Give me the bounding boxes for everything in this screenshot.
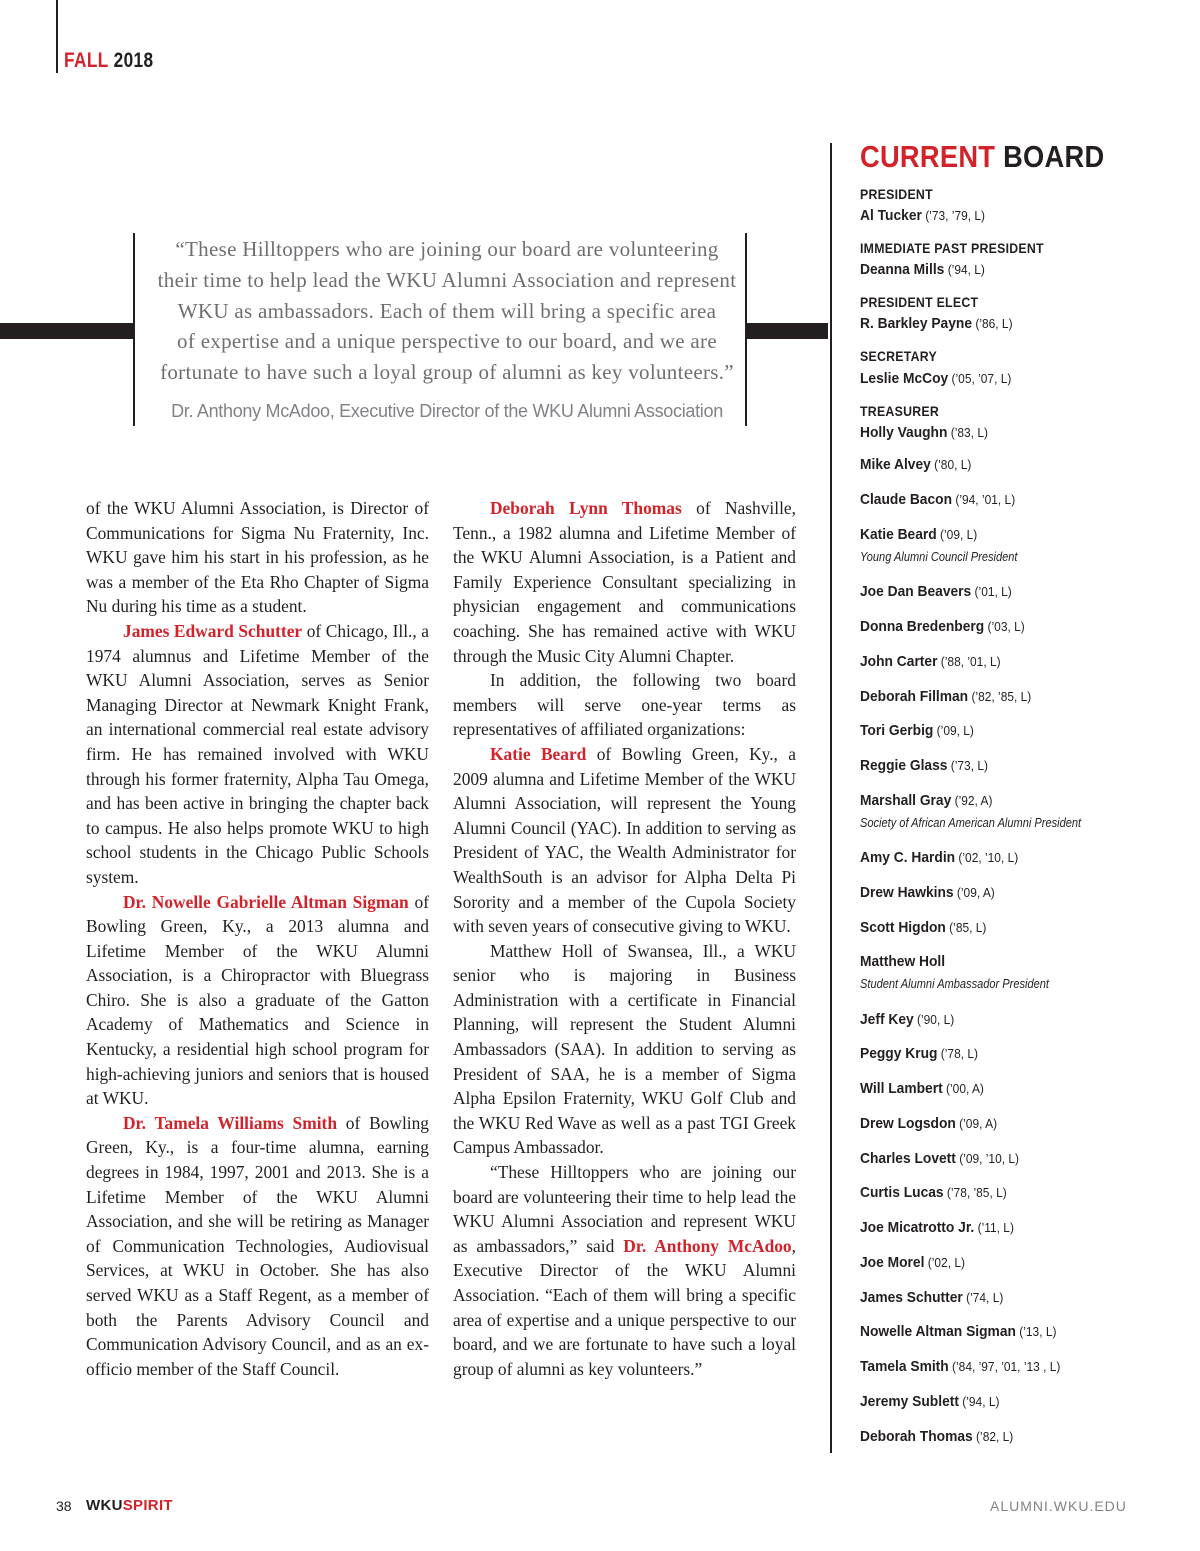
paragraph-text: of Chicago, Ill., a 1974 alumnus and Lifetime Member of the WKU Alumni Association, serves as Senior Managing Director at Newmark Knight Frank, an international commercial real estate advisory firm. He has remained involved with WKU through his former fraternity, Alpha Tau Omega, and has been active in bringing the chapter back to campus. He also helps promote WKU to high school students in the Chicago Public Schools system.: [86, 620, 429, 887]
board-member: [860, 722, 974, 739]
member-name: Tori Gerbig: [860, 722, 934, 739]
article-column-2: [453, 496, 796, 1381]
member-name: Matthew Holl: [860, 953, 946, 970]
officer-role: TREASURER: [860, 403, 940, 419]
article-paragraph: [86, 1111, 429, 1382]
quote-rule-left: [133, 233, 135, 426]
board-member: [860, 653, 1001, 670]
member-years: (’90, L): [913, 1012, 955, 1027]
board-member: [860, 456, 971, 473]
board-member: [860, 1358, 1060, 1375]
member-years: (’03, L): [984, 619, 1025, 634]
officer-years: (’83, L): [947, 425, 988, 440]
member-years: (’73, L): [947, 758, 988, 773]
article-paragraph: [86, 890, 429, 1111]
article-column-1: [86, 496, 429, 1381]
member-name: Claude Bacon: [860, 491, 953, 508]
member-name: Peggy Krug: [860, 1045, 938, 1062]
board-member: [860, 884, 995, 901]
paragraph-text: of Bowling Green, Ky., a 2009 alumna and Lifetime Member of the WKU Alumni Association, will represent the Young Alumni Council (YAC). In addition to serving as President of YAC, the Wealth Administrator for WealthSouth is an advisor for Alpha Delta Pi Sorority and a member of the Cupola Society with seven years of consecutive giving to WKU.: [453, 743, 796, 937]
board-member: [860, 757, 988, 774]
member-name: Donna Bredenberg: [860, 618, 985, 635]
member-years: (’78, ’85, L): [943, 1185, 1007, 1200]
officer-role: SECRETARY: [860, 348, 937, 364]
member-name: Tamela Smith: [860, 1358, 949, 1375]
officer-entry: [860, 261, 985, 278]
board-member: [860, 792, 992, 809]
board-member: [860, 1323, 1056, 1340]
paragraph-text: , Executive Director of the WKU Alumni Association. “Each of them will bring a specific area of expertise and a unique perspective to our board, and we are fortunate to have such a loyal group of alumni as key volunteers.”: [453, 1235, 796, 1379]
officer-entry: [860, 315, 1013, 332]
paragraph-text: of Bowling Green, Ky., a 2013 alumna and Lifetime Member of the WKU Alumni Association, is a Chiropractor with Bluegrass Chiro. She is also a graduate of the Gatton Academy of Mathematics and Science in Kentucky, a residential high school program for high-achieving juniors and seniors that is housed at WKU.: [86, 891, 429, 1109]
member-years: (’09, ’10, L): [955, 1151, 1020, 1166]
paragraph-text: of Bowling Green, Ky., is a four-time alumna, earning degrees in 1984, 1997, 2001 and 2013. She is a Lifetime Member of the WKU Alumni Association, and she will be retiring as Manager of Communication Technologies, Audiovisual Services, at WKU in October. She has also served WKU as a Staff Regent, as a member of both the Parents Advisory Council and Communication Advisory Council, and as an ex-officio member of the Staff Council.: [86, 1112, 429, 1379]
member-years: (’11, L): [974, 1220, 1014, 1235]
issue-season: FALL: [64, 49, 109, 72]
board-member: [860, 1011, 954, 1028]
member-years: (’02, ’10, L): [955, 850, 1019, 865]
article-paragraph: In addition, the following two board members will serve one-year terms as representatives of affiliated organizations:: [453, 670, 796, 740]
officer-name: R. Barkley Payne: [860, 315, 973, 332]
member-years: (’88, ’01, L): [937, 654, 1001, 669]
person-name: Dr. Tamela Williams Smith: [123, 1112, 338, 1133]
member-years: (’02, L): [924, 1255, 965, 1270]
member-years: (’94, L): [958, 1394, 1000, 1409]
person-name: James Edward Schutter: [123, 620, 303, 641]
sidebar-rule: [830, 143, 832, 1453]
member-name: Scott Higdon: [860, 919, 946, 936]
member-name: Joe Morel: [860, 1254, 925, 1271]
member-name: Joe Micatrotto Jr.: [860, 1219, 975, 1236]
member-note: Society of African American Alumni President: [860, 815, 1082, 830]
pull-quote-line: of expertise and a unique perspective to our board, and we are: [177, 329, 717, 354]
member-name: Drew Hawkins: [860, 884, 954, 901]
officer-name: Al Tucker: [860, 207, 922, 224]
member-years: (’74, L): [962, 1290, 1004, 1305]
person-name: Katie Beard: [490, 743, 587, 764]
pull-quote: [150, 234, 744, 388]
officer-years: (’05, ’07, L): [948, 371, 1012, 386]
board-title: [860, 139, 1104, 175]
board-member: [860, 849, 1018, 866]
officer-entry: [860, 370, 1011, 387]
member-name: Amy C. Hardin: [860, 849, 956, 866]
member-name: Deborah Thomas: [860, 1428, 973, 1445]
member-years: (’85, L): [945, 920, 987, 935]
board-member: [860, 1150, 1019, 1167]
board-member: [860, 1289, 1003, 1306]
site-url: ALUMNI.WKU.EDU: [990, 1498, 1127, 1514]
member-name: Mike Alvey: [860, 456, 931, 473]
officer-role: PRESIDENT: [860, 186, 933, 202]
member-years: (’09, A): [955, 1116, 998, 1131]
board-member: [860, 1184, 1007, 1201]
page-number: 38: [56, 1498, 72, 1514]
officer-years: (’86, L): [972, 316, 1013, 331]
pull-quote-line: fortunate to have such a loyal group of alumni as key volunteers.”: [160, 360, 734, 385]
member-name: James Schutter: [860, 1289, 963, 1306]
pull-quote-line: “These Hilltoppers who are joining our board are volunteering: [175, 237, 719, 261]
board-member: [860, 618, 1025, 635]
officer-name: Deanna Mills: [860, 261, 945, 278]
board-member: [860, 1428, 1013, 1445]
person-name: Dr. Nowelle Gabrielle Altman Sigman: [123, 891, 409, 912]
officer-name: Leslie McCoy: [860, 370, 949, 387]
board-member: [860, 919, 986, 936]
article-paragraph: [453, 1160, 796, 1381]
board-member: [860, 1115, 997, 1132]
officer-name: Holly Vaughn: [860, 424, 948, 441]
officer-role: IMMEDIATE PAST PRESIDENT: [860, 240, 1044, 256]
member-years: (’82, L): [972, 1429, 1014, 1444]
issue-label: [64, 49, 154, 73]
magazine-name-wku: WKU: [86, 1497, 123, 1514]
member-name: Deborah Fillman: [860, 688, 969, 705]
quote-bar-left: [0, 323, 135, 339]
person-name: Dr. Anthony McAdoo: [623, 1235, 792, 1256]
board-member: [860, 1045, 978, 1062]
member-name: Marshall Gray: [860, 792, 952, 809]
paragraph-text: of Nashville, Tenn., a 1982 alumna and Lifetime Member of the WKU Alumni Association, is a Patient and Family Experience Consultant specializing in physician engagement and communications coaching. She has remained active with WKU through the Music City Alumni Chapter.: [453, 498, 796, 666]
article-paragraph: [453, 496, 796, 668]
member-years: (’84, ’97, ’01, ’13 , L): [948, 1359, 1061, 1374]
board-member: [860, 583, 1012, 600]
person-name: Deborah Lynn Thomas: [490, 498, 682, 518]
board-member: [860, 1219, 1014, 1236]
article-paragraph: [453, 742, 796, 939]
officer-role: PRESIDENT ELECT: [860, 294, 979, 310]
paragraph-text: “These Hilltoppers who are joining our board are volunteering their time to help lead the WKU Alumni Association and represent WKU as ambassadors,” said: [453, 1162, 796, 1256]
board-member: [860, 491, 1015, 508]
board-member: [860, 1254, 965, 1271]
member-years: (’92, A): [951, 793, 993, 808]
member-years: (’01, L): [971, 584, 1012, 599]
member-years: (’09, L): [933, 723, 974, 738]
member-years: (’80, L): [930, 457, 972, 472]
member-note: Young Alumni Council President: [860, 549, 1018, 564]
member-name: Reggie Glass: [860, 757, 948, 774]
board-title-black: BOARD: [1003, 139, 1105, 174]
magazine-name: [86, 1497, 173, 1514]
header-rule: [56, 0, 58, 73]
officer-entry: [860, 207, 985, 224]
member-years: (’78, L): [937, 1046, 979, 1061]
board-member: [860, 526, 977, 543]
article-paragraph: Matthew Holl of Swansea, Ill., a WKU senior who is majoring in Business Administration with a certificate in Financial Planning, will represent the Student Alumni Ambassadors (SAA). In addition to serving as President of SAA, he is a member of Sigma Alpha Epsilon Fraternity, WKU Golf Club and the WKU Red Wave as well as a past TGI Greek Campus Ambassador.: [453, 940, 796, 1158]
member-name: Will Lambert: [860, 1080, 943, 1097]
member-name: Katie Beard: [860, 526, 937, 543]
member-note: Student Alumni Ambassador President: [860, 976, 1049, 991]
magazine-name-spirit: SPIRIT: [122, 1497, 173, 1514]
member-name: Joe Dan Beavers: [860, 583, 972, 600]
member-years: (’94, ’01, L): [952, 492, 1016, 507]
member-years: (’00, A): [942, 1081, 984, 1096]
board-member: [860, 953, 945, 970]
quote-bar-right: [746, 323, 828, 339]
member-years: (’13, L): [1015, 1324, 1057, 1339]
member-name: Jeff Key: [860, 1011, 914, 1028]
article-paragraph: of the WKU Alumni Association, is Director of Communications for Sigma Nu Fraternity, Inc. WKU gave him his start in his profession, as he was a member of the Eta Rho Chapter of Sigma Nu during his time as a student.: [86, 498, 429, 617]
pull-quote-line: their time to help lead the WKU Alumni Association and represent: [157, 267, 737, 292]
board-member: [860, 1080, 984, 1097]
member-name: Drew Logsdon: [860, 1115, 956, 1132]
officer-years: (’94, L): [944, 262, 985, 277]
article-paragraph: [86, 619, 429, 890]
member-name: Curtis Lucas: [860, 1184, 944, 1201]
pull-quote-attribution: Dr. Anthony McAdoo, Executive Director of the WKU Alumni Association: [171, 401, 723, 421]
issue-year: 2018: [113, 49, 154, 72]
member-years: (’09, L): [936, 527, 978, 542]
member-name: Charles Lovett: [860, 1150, 956, 1167]
pull-quote-line: WKU as ambassadors. Each of them will bring a specific area: [177, 298, 717, 323]
officer-entry: [860, 424, 988, 441]
member-name: Jeremy Sublett: [860, 1393, 959, 1410]
member-name: John Carter: [860, 653, 938, 670]
board-member: [860, 688, 1031, 705]
board-title-red: CURRENT: [860, 139, 996, 174]
member-years: (’09, A): [953, 885, 995, 900]
board-member: [860, 1393, 999, 1410]
officer-years: (’73, ’79, L): [921, 208, 986, 223]
member-years: (’82, ’85, L): [968, 689, 1032, 704]
member-name: Nowelle Altman Sigman: [860, 1323, 1016, 1340]
